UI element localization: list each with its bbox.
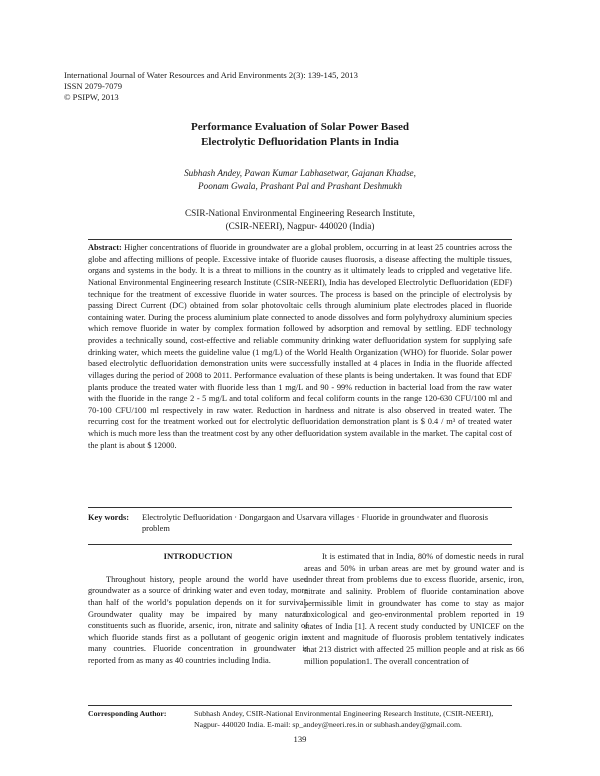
introduction-heading: INTRODUCTION <box>163 551 233 561</box>
abstract <box>88 242 512 451</box>
abstract-text: Higher concentrations of fluoride in groundwater are a global problem, occurring in at least 25 countries across the globe and affecting millions of people. Excessive intake of fluoride causes fluorosis, a disease affecting the multiple tissues, organs and systems in the body. It is a threat to millions in the country as it ultimately leads to crippled and vegetative life. National Environmental Engineering research Institute (CSIR-NEERI), India has developed Electrolytic Defluoridation (EDF) technique for the treatment of excessive fluoride in water sources. The process is based on the principle of electrolysis by passing Direct Current (DC) obtained from solar photovoltaic cells through aluminium plate electrodes placed in fluoride containing water. During the process aluminium plate connected to anode dissolves and form polyhydroxy aluminium species which remove fluoride in water by complex formation followed by adsorption and removal by settling. EDF technology provides a technically sound, cost-effective and reliable community drinking water defluoridation system for supplying safe drinking water, which meets the guideline value (1 mg/L) of the World Health Organization (WHO) for fluoride. Solar power based electrolytic defluoridation demonstration units were successfully installed at 4 places in India in the fluoride affected villages during the period of 2008 to 2011. Performance evaluation of these plants is being undertaken. It was found that EDF plants produce the treated water with fluoride less than 1 mg/L and 90 - 99% reduction in bacterial load from the raw water with the fluoride in the range 2 - 5 mg/L and total coliform and fecal coliform counts in the range 120-630 CFU/100 ml and 70-100 CFU/100 ml respectively in raw water. Reduction in hardness and nitrate is also observed in treated water. The recurring cost for the treatment worked out for electrolytic defluoridation demonstration plant is $ 0.4 / m³ of treated water which is much more less than the treatment cost by any other defluoridation system available in the market. The capital cost of the plant is about $ 12000. <box>88 243 513 450</box>
paper-title <box>0 120 600 150</box>
paper-title-line-1: Performance Evaluation of Solar Power Based <box>190 121 410 133</box>
journal-citation: International Journal of Water Resources and Arid Environments 2(3): 139-145, 2013 <box>64 70 358 80</box>
abstract-top-rule <box>88 239 512 240</box>
introduction-paragraph-2: It is estimated that in India, 80% of domestic needs in rural areas and 50% in urban areas are met by ground water and is under threat from problems due to excess fluoride, arsenic, iron, nitrate and salinity. Problem of fluoride contamination above permissible limit in groundwater has come to stay as major toxicological and geo-environmental problem reported in 19 states of India [1]. A recent study conducted by UNICEF on the extent and magnitude of fluorosis problem tentatively indicates that 213 district with affected 25 million people and at risk as 66 million population1. The overall concentration of <box>304 552 524 666</box>
corresponding-author-label: Corresponding Author: <box>88 709 167 718</box>
keywords-label: Key words: <box>88 513 130 522</box>
affiliation-line-2: (CSIR-NEERI), Nagpur- 440020 (India) <box>225 221 375 231</box>
keywords-text: Electrolytic Defluoridation · Dongargaon and Usarvara villages · Fluoride in groundwater and fluorosis problem <box>142 513 489 534</box>
journal-copyright: © PSIPW, 2013 <box>64 92 119 102</box>
author-list <box>0 167 600 193</box>
footnote-rule <box>88 705 512 706</box>
journal-header <box>64 70 358 103</box>
author-line-2: Poonam Gwala, Prashant Pal and Prashant Deshmukh <box>198 181 402 191</box>
affiliation-line-1: CSIR-National Environmental Engineering Research Institute, <box>185 208 415 218</box>
keywords-bottom-rule <box>88 544 512 545</box>
keywords-top-rule <box>88 507 512 508</box>
affiliation <box>0 207 600 233</box>
journal-issn: ISSN 2079-7079 <box>64 81 123 91</box>
paper-title-line-2: Electrolytic Defluoridation Plants in India <box>201 136 399 148</box>
left-column <box>88 551 308 667</box>
right-column <box>304 551 524 667</box>
author-line-1: Subhash Andey, Pawan Kumar Labhasetwar, Gajanan Khadse, <box>184 168 416 178</box>
abstract-label: Abstract: <box>88 243 122 252</box>
introduction-paragraph-1: Throughout history, people around the world have used groundwater as a source of drinking water and even today, more than half of the world’s population depends on it for survival. Groundwater quality may be impaired by many natural constituents such as fluoride, arsenic, iron, nitrate and salinity of which fluoride stands first as a pollutant of geogenic origin in many countries. Fluoride concentration in groundwater is reported from as many as 40 countries including India. <box>88 574 308 665</box>
corresponding-author-text: Subhash Andey, CSIR-National Environmental Engineering Research Institute, (CSIR-NEERI), Nagpur- 440020 India. E-mail: sp_andey@neeri.res.in or subhash.andey@gmail.com. <box>194 709 494 729</box>
page-number: 139 <box>293 734 307 744</box>
